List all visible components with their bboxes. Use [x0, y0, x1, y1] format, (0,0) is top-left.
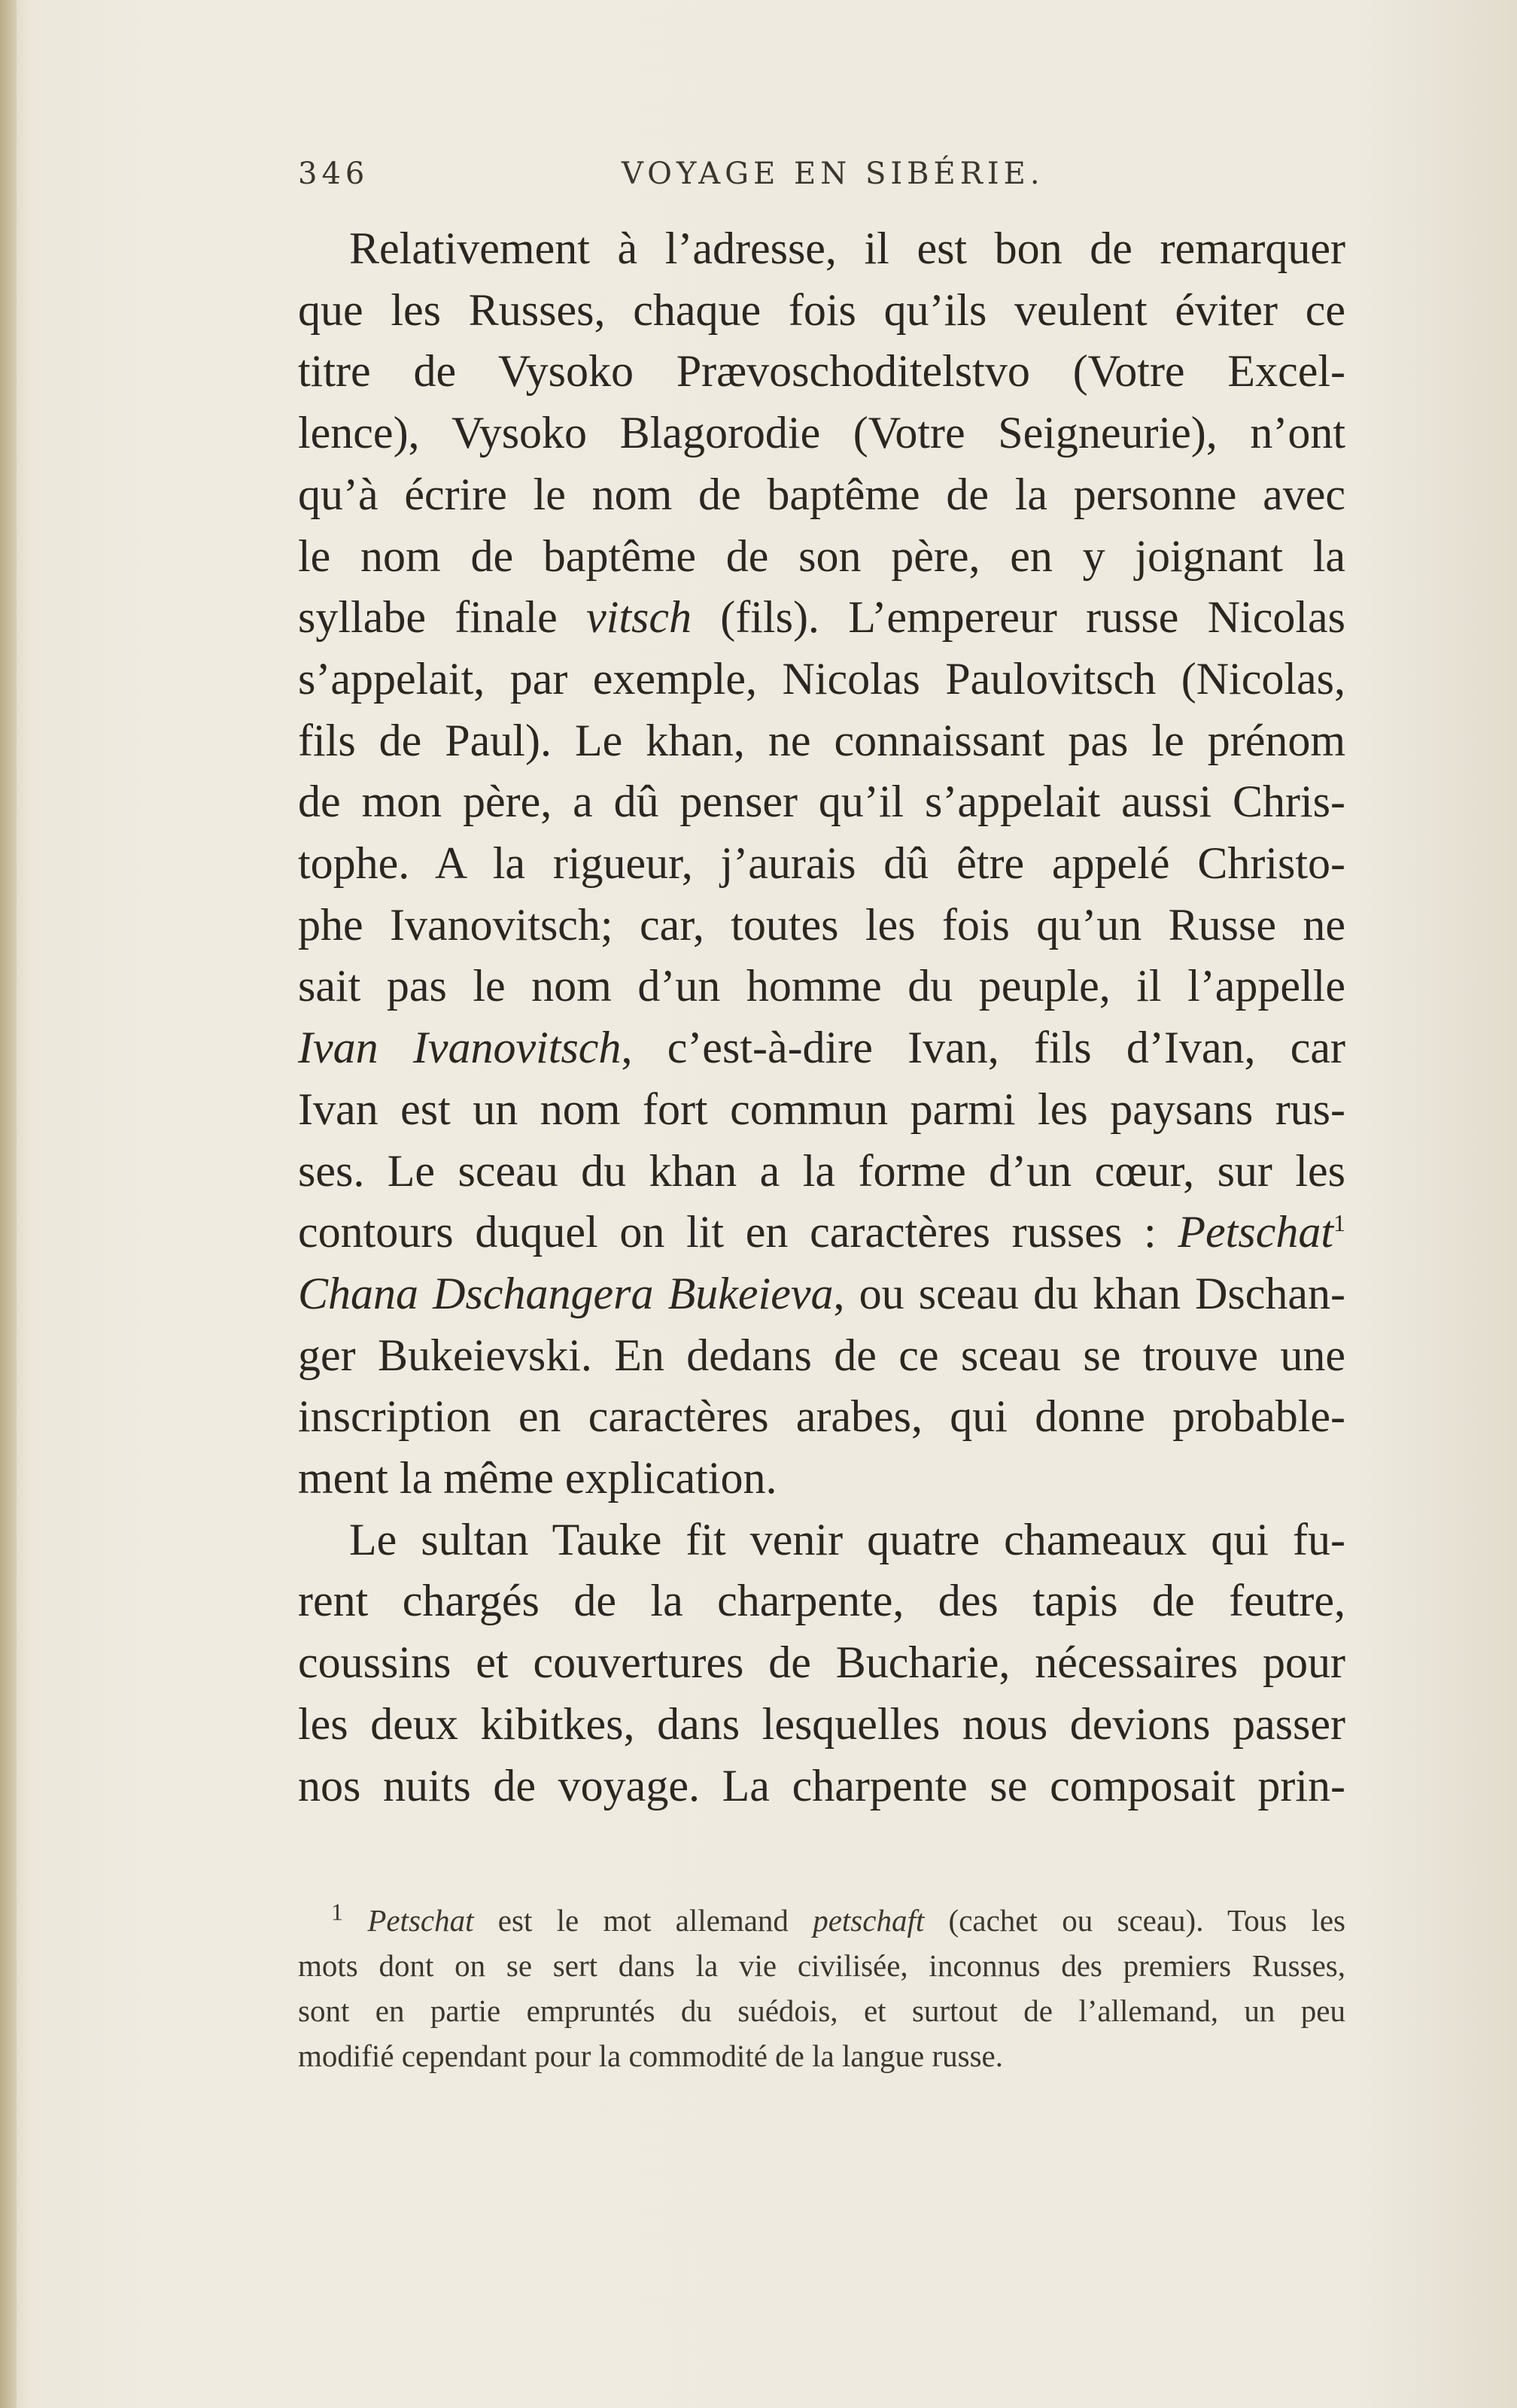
text-run: (cachet ou sceau). Tous les	[924, 1903, 1346, 1938]
text-line	[298, 1263, 1345, 1325]
footnote-line	[298, 1898, 1345, 1943]
footnote	[298, 1898, 1345, 2078]
italic-term: Chana Dschangera Bukeieva	[298, 1268, 834, 1318]
text-line: phe Ivanovitsch; car, toutes les fois qu’un Russe ne	[298, 899, 1345, 950]
text-line: ses. Le sceau du khan a la forme d’un cœur, sur les	[298, 1145, 1345, 1196]
text-line: s’appelait, par exemple, Nicolas Paulovitsch (Nicolas,	[298, 653, 1345, 704]
text-line: ment la même explication.	[298, 1453, 777, 1503]
text-line: de mon père, a dû penser qu’il s’appelait aussi Chris-	[298, 777, 1345, 827]
italic-term: Petschat	[1178, 1207, 1333, 1257]
text-run: , c’est-à-dire Ivan, fils d’Ivan, car	[621, 1023, 1345, 1073]
text-run: est le mot allemand	[473, 1903, 813, 1938]
paragraph-1	[298, 218, 1345, 1510]
text-line	[298, 1202, 1345, 1263]
text-line: nos nuits de voyage. La charpente se composait prin-	[298, 1760, 1345, 1811]
text-line: Relativement à l’adresse, il est bon de remarquer	[349, 223, 1345, 273]
page-number: 346	[298, 157, 369, 191]
text-line	[298, 587, 1345, 649]
text-line: fils de Paul). Le khan, ne connaissant pas le prénom	[298, 715, 1345, 765]
text-line: titre de Vysoko Prævoschoditelstvo (Votre Excel-	[298, 346, 1345, 397]
footnote-line: sont en partie empruntés du suédois, et surtout de l’allemand, un peu	[298, 1993, 1345, 2028]
text-line: sait pas le nom d’un homme du peuple, il l’appelle	[298, 961, 1345, 1011]
text-line: qu’à écrire le nom de baptême de la personne avec	[298, 469, 1345, 519]
text-line: coussins et couvertures de Bucharie, nécessaires pour	[298, 1637, 1345, 1688]
italic-term: Petschat	[367, 1903, 474, 1938]
text-line: inscription en caractères arabes, qui donne probable-	[298, 1391, 1345, 1442]
running-title: VOYAGE EN SIBÉRIE.	[622, 157, 1044, 191]
italic-term: vitsch	[586, 592, 692, 643]
paragraph-2	[298, 1510, 1345, 1817]
text-line: Ivan est un nom fort commun parmi les paysans rus-	[298, 1084, 1345, 1134]
footnote-marker: 1	[331, 1898, 343, 1926]
running-header	[298, 157, 1345, 202]
text-line: les deux kibitkes, dans lesquelles nous devions passer	[298, 1698, 1345, 1749]
page-edge	[0, 0, 17, 2408]
footnote-line: modifié cependant pour la commodité de la langue russe.	[298, 2039, 1003, 2073]
text-run: syllabe finale	[298, 592, 587, 643]
text-line: tophe. A la rigueur, j’aurais dû être appelé Christo-	[298, 838, 1345, 889]
italic-term: petschaft	[813, 1903, 925, 1938]
italic-term: Ivan Ivanovitsch	[298, 1023, 622, 1073]
text-line: Le sultan Tauke fit venir quatre chameaux qui fu-	[349, 1514, 1345, 1564]
body-text	[298, 218, 1345, 1817]
text-line	[298, 1017, 1345, 1079]
text-line: que les Russes, chaque fois qu’ils veulent éviter ce	[298, 284, 1345, 335]
text-run: contours duquel on lit en caractères russes :	[298, 1207, 1178, 1257]
text-line: ger Bukeievski. En dedans de ce sceau se trouve une	[298, 1330, 1345, 1380]
footnote-line: mots dont on se sert dans la vie civilisée, inconnus des premiers Russes,	[298, 1948, 1345, 1983]
text-line: le nom de baptême de son père, en y joignant la	[298, 531, 1345, 581]
text-line: rent chargés de la charpente, des tapis de feutre,	[298, 1576, 1345, 1626]
footnote-reference[interactable]: 1	[1333, 1209, 1345, 1237]
text-line: lence), Vysoko Blagorodie (Votre Seigneurie), n’ont	[298, 408, 1345, 458]
text-run: , ou sceau du khan Dschan-	[833, 1268, 1346, 1318]
text-run: (fils). L’empereur russe Nicolas	[692, 592, 1345, 643]
